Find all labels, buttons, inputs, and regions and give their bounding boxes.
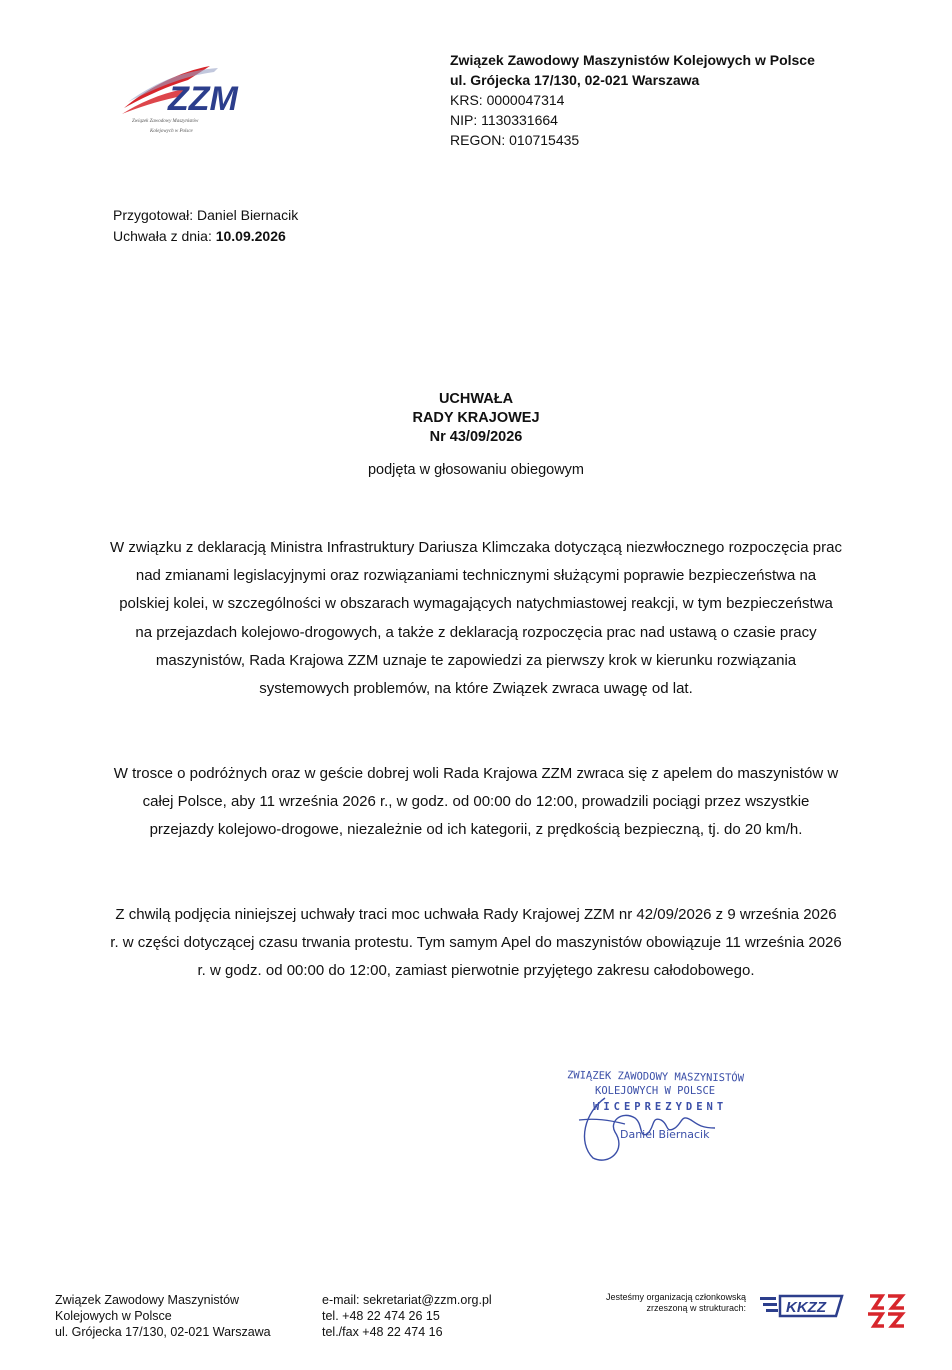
svg-text:ZZM: ZZM [168, 80, 238, 118]
svg-text:ZWIĄZEK ZAWODOWY MASZYNISTÓW: ZWIĄZEK ZAWODOWY MASZYNISTÓW [566, 1069, 745, 1085]
svg-text:WICEPREZYDENT: WICEPREZYDENT [593, 1101, 728, 1113]
title-line-2: RADY KRAJOWEJ [412, 410, 540, 426]
footer-organization [55, 1292, 271, 1340]
footer-org-line-2: Kolejowych w Polsce [55, 1309, 172, 1323]
svg-text:Kolejowych w Polsce: Kolejowych w Polsce [150, 129, 193, 134]
footer-tel: tel. +48 22 474 26 15 [322, 1309, 440, 1323]
body-paragraph-2: W trosce o podróżnych oraz w geście dobrej woli Rada Krajowa ZZM zwraca się z apelem do maszynistów w całej Polsce, aby 11 września 2026 r., w godz. od 00:00 do 12:00, prowadzili pociągi przez wszystkie przejazdy kolejowo-drogowe, niezależnie od ich kategorii, z prędkością bezpieczną, tj. do 20 km/h. [113, 765, 839, 839]
resolution-subtitle: podjęta w głosowaniu obiegowym [367, 462, 585, 478]
body-paragraph-3: Z chwilą podjęcia niniejszej uchwały traci moc uchwała Rady Krajowej ZZM nr 42/09/2026 z 9 września 2026 r. w części dotyczącej czasu trwania protestu. Tym samym Apel do maszynistów obowiązuje 11 września 2026 r. w godz. od 00:00 do 12:00, zamiast pierwotnie przyjętego zakresu całodobowego. [110, 906, 842, 980]
footer-fax: tel./fax +48 22 474 16 [322, 1325, 443, 1339]
svg-text:KOLEJOWYCH W POLSCE: KOLEJOWYCH W POLSCE [595, 1085, 716, 1097]
footer-email: e-mail: sekretariat@zzm.org.pl [322, 1293, 492, 1307]
date-label: Uchwała z dnia: [113, 228, 216, 244]
zzm-logo [118, 58, 243, 140]
org-name: Związek Zawodowy Maszynistów Kolejowych w Polsce [450, 52, 815, 68]
body-paragraph-1: W związku z deklaracją Ministra Infrastruktury Dariusza Klimczaka dotyczącą niezwłocznego rozpoczęcia prac nad zmianami legislacyjnymi oraz rozwiązaniami technicznymi służącymi poprawie bezpieczeństwa na polskiej kolei, w szczególności w obszarach wymagających natychmiastowej reakcji, w tym bezpieczeństwa na przejazdach kolejowo-drogowych, a także z deklaracją rozpoczęcia prac nad ustawą o czasie pracy maszynistów, Rada Krajowa ZZM uznaje te zapowiedzi za pierwszy krok w kierunku rozwiązania systemowych problemów, na które Związek zwraca uwagę od lat. [110, 539, 842, 698]
kkzz-logo [760, 1292, 846, 1320]
svg-text:KKZZ: KKZZ [786, 1299, 826, 1316]
footer-membership [540, 1292, 746, 1314]
document-meta [113, 205, 298, 247]
header-organization-info [450, 50, 815, 150]
org-nip: NIP: 1130331664 [450, 112, 558, 128]
resolution-title [0, 390, 952, 447]
prepared-by: Przygotował: Daniel Biernacik [113, 207, 299, 223]
resolution-date [113, 226, 298, 247]
title-line-1: UCHWAŁA [438, 391, 514, 407]
membership-line-1: Jesteśmy organizacją członkowską [605, 1292, 746, 1302]
footer-contact [322, 1292, 492, 1340]
partner-red-logo [866, 1292, 906, 1330]
org-address: ul. Grójecka 17/130, 02-021 Warszawa [450, 72, 700, 88]
signature-stamp [565, 1062, 775, 1167]
org-regon: REGON: 010715435 [450, 132, 580, 148]
svg-text:Daniel Biernacik: Daniel Biernacik [620, 1128, 710, 1141]
footer-org-line-1: Związek Zawodowy Maszynistów [55, 1293, 240, 1307]
date-value: 10.09.2026 [215, 228, 286, 244]
org-krs: KRS: 0000047314 [450, 92, 565, 108]
membership-line-2: zrzeszoną w strukturach: [646, 1303, 746, 1313]
title-line-3: Nr 43/09/2026 [429, 429, 523, 445]
svg-text:Związek Zawodowy Maszynistów: Związek Zawodowy Maszynistów [132, 119, 199, 124]
footer-org-line-3: ul. Grójecka 17/130, 02-021 Warszawa [55, 1325, 271, 1339]
